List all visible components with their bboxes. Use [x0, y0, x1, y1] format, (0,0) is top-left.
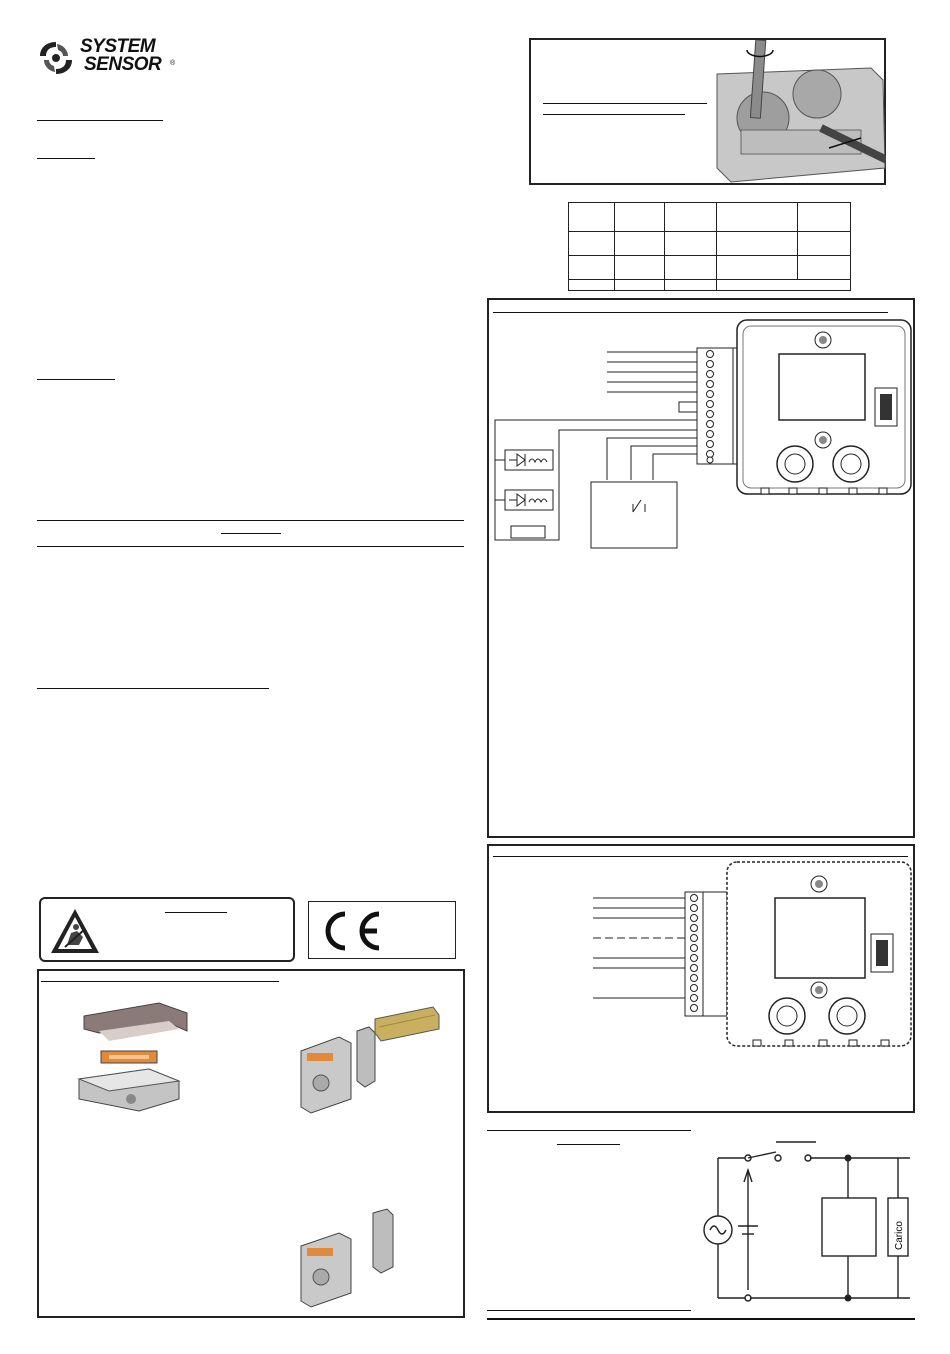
sounder-1: [505, 450, 553, 470]
fig-label-rule-1: [543, 103, 707, 104]
brand-line1: SYSTEM: [80, 36, 156, 57]
brand-logo: [36, 36, 186, 78]
module-rail-assembly: [301, 1007, 439, 1113]
section-rule-bottom: [37, 546, 464, 547]
heading-rule-2: [37, 158, 95, 159]
base-assembly: [79, 1003, 187, 1111]
device-outline-1: [737, 320, 911, 494]
esd-warning-icon: [49, 907, 101, 955]
mounting-illustration: [39, 971, 465, 1318]
diagram1-svg: [489, 300, 915, 838]
module-clip-assembly: [301, 1209, 393, 1307]
heading-rule-3: [37, 379, 115, 380]
eol-resistor-1: [511, 526, 545, 538]
sounder-2: [505, 490, 553, 510]
esd-heading-rule: [165, 912, 227, 913]
ce-mark: [315, 909, 385, 953]
terminal-block-2: [685, 892, 727, 1016]
heading-rule-4: [37, 688, 269, 689]
section-rule-sub: [221, 533, 281, 534]
mounting-figure-box: [37, 969, 465, 1318]
registered-mark: ®: [170, 60, 176, 67]
wiring-diagram-1: [487, 298, 915, 838]
circuit-subheading-rule: [557, 1144, 620, 1145]
page-bottom-rule: [487, 1318, 915, 1320]
section-rule-top: [37, 520, 464, 521]
heading-rule-1: [37, 120, 163, 121]
load-label: Carico: [894, 1221, 905, 1250]
spec-table: [568, 202, 851, 291]
diagram2-svg: [489, 846, 915, 1113]
circuit-diagram: [700, 1140, 920, 1312]
wires-2: [593, 898, 685, 998]
circuit-footer-rule: [487, 1310, 691, 1311]
circuit-heading-rule: [487, 1130, 691, 1131]
logo-icon: [36, 38, 76, 78]
fig-label-rule-2: [543, 114, 685, 115]
device-outline-2: [727, 862, 911, 1046]
wiring-diagram-2: [487, 844, 915, 1113]
brand-line2: SENSOR: [84, 54, 162, 75]
contact-box: [591, 482, 677, 548]
address-setting-figure: [529, 38, 886, 185]
ce-mark-box: [308, 901, 456, 959]
terminal-block-1: [697, 348, 739, 464]
device-closeup: [711, 40, 886, 185]
esd-warning-box: [39, 897, 295, 962]
